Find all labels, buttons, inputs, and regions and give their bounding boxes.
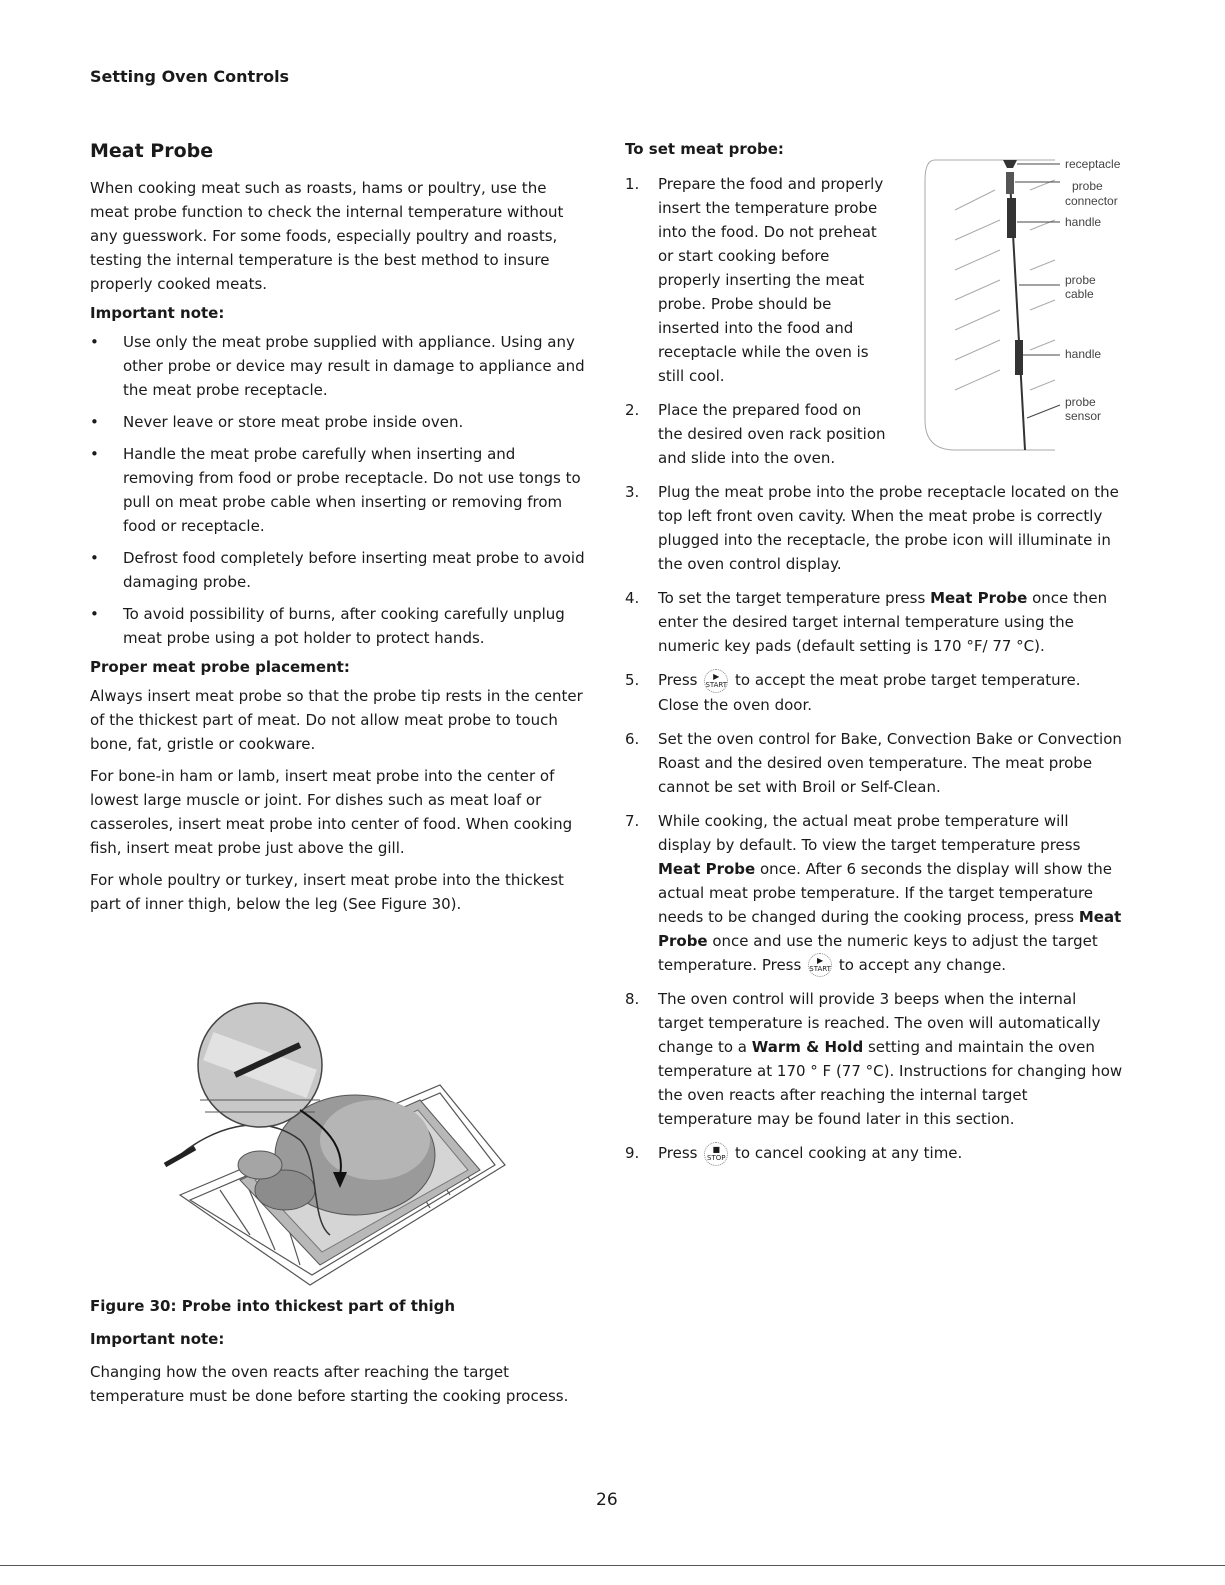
left-column <box>90 140 590 924</box>
intro-paragraph: When cooking meat such as roasts, hams or poultry, use the meat probe function to check the internal temperature without any guesswork. For some foods, especially poultry and roasts, testing the internal temperature is the best method to insure properly cooked meats. <box>90 179 564 293</box>
important-note-list <box>90 330 590 650</box>
important-note-title: Important note: <box>90 304 225 322</box>
label-probe-cable: probe <box>1065 273 1096 287</box>
list-item: 7. While cooking, the actual meat probe temperature will display by default. To view the target temperature press Meat Probe once. After 6 seconds the display will show the actual meat probe temperature. If the target temperature needs to be changed during the cooking process, press Meat Probe once and use the numeric keys to adjust the target temperature. Press ▶ START to accept any change. <box>625 809 1125 978</box>
list-item: • Defrost food completely before inserting meat probe to avoid damaging probe. <box>90 549 585 591</box>
label-probe-connector: connector <box>1065 194 1118 208</box>
probe-connector-icon <box>1006 172 1014 194</box>
list-item: • To avoid possibility of burns, after cooking carefully unplug meat probe using a pot holder to protect hands. <box>90 605 565 647</box>
stop-key-icon: ■ STOP <box>704 1142 728 1166</box>
important-note-title: Important note: <box>90 1330 225 1348</box>
magnified-inset-icon <box>198 1003 322 1127</box>
placement-title: Proper meat probe placement: <box>90 658 350 676</box>
list-item: • Handle the meat probe carefully when inserting and removing from food or probe receptacle. Do not use tongs to pull on meat probe cable when inserting or removing from food or receptacle. <box>90 445 581 535</box>
start-key-icon: ▶ START <box>704 669 728 693</box>
bottom-rule <box>0 1565 1225 1566</box>
handle-icon <box>1007 198 1016 238</box>
handle-icon <box>1015 340 1023 375</box>
list-item: 8. The oven control will provide 3 beeps when the internal target temperature is reached. The oven will automatically change to a Warm & Hold setting and maintain the oven temperature at 170 ° F (77 °C). Instructions for changing how the oven reacts after reaching the internal target temperature may be found later in this section. <box>625 990 1123 1128</box>
list-item: 6. Set the oven control for Bake, Convection Bake or Convection Roast and the desired oven temperature. The meat probe cannot be set with Broil or Self-Clean. <box>625 729 1122 796</box>
meat-probe-key-label: Meat Probe <box>658 907 1122 950</box>
label-probe-cable: cable <box>1065 287 1094 301</box>
label-probe-sensor: sensor <box>1065 409 1102 423</box>
warm-hold-label: Warm & Hold <box>751 1038 864 1056</box>
meat-probe-key-label: Meat Probe <box>930 589 1028 607</box>
meat-probe-key-label: Meat Probe <box>658 859 756 878</box>
steps-title: To set meat probe: <box>625 140 784 158</box>
section-title: Meat Probe <box>90 140 214 162</box>
list-item: • Never leave or store meat probe inside oven. <box>90 413 464 431</box>
page-number: 26 <box>596 1490 618 1510</box>
list-item: • Use only the meat probe supplied with appliance. Using any other probe or device may result in damage to appliance and the meat probe receptacle. <box>90 333 585 399</box>
probe-diagram <box>915 150 1125 460</box>
label-probe-sensor: probe <box>1065 395 1096 409</box>
start-key-icon: ▶ START <box>808 953 832 977</box>
oven-cavity-icon <box>925 160 1055 450</box>
label-probe-connector: probe <box>1072 179 1103 193</box>
list-item: 1. Prepare the food and properly insert the temperature probe into the food. Do not preheat or start cooking before properly inserting the meat probe. Probe should be inserted into the food and receptacle while the oven is still cool. <box>625 175 884 385</box>
placement-paragraph: For whole poultry or turkey, insert meat probe into the thickest part of inner thigh, below the leg (See Figure 30). <box>90 871 564 913</box>
list-item: 2. Place the prepared food on the desired oven rack position and slide into the oven. <box>625 401 886 467</box>
placement-paragraph: For bone-in ham or lamb, insert meat probe into the center of lowest large muscle or joint. For dishes such as meat loaf or casseroles, insert meat probe into center of food. When cooking fish, insert meat probe just above the gill. <box>90 767 573 857</box>
probe-connector-icon <box>165 1148 195 1165</box>
receptacle-icon <box>1003 160 1017 168</box>
list-item: 5. Press ▶ START to accept the meat probe target temperature. Close the oven door. <box>625 668 1125 717</box>
figure-caption: Figure 30: Probe into thickest part of thigh <box>90 1297 456 1315</box>
label-handle: handle <box>1065 347 1102 361</box>
placement-paragraph: Always insert meat probe so that the probe tip rests in the center of the thickest part of meat. Do not allow meat probe to touch bone, fat, gristle or cookware. <box>90 687 583 753</box>
list-item: 9. Press ■ STOP to cancel cooking at any time. <box>625 1141 1125 1166</box>
important-note-text: Changing how the oven reacts after reaching the target temperature must be done before starting the cooking process. <box>90 1363 569 1405</box>
figure-30-illustration <box>150 990 530 1290</box>
list-item: 3. Plug the meat probe into the probe receptacle located on the top left front oven cavity. When the meat probe is correctly plugged into the receptacle, the probe icon will illuminate in the oven control display. <box>625 483 1119 573</box>
label-handle: handle <box>1065 215 1102 229</box>
list-item: 4. To set the target temperature press Meat Probe once then enter the desired target internal temperature using the numeric key pads (default setting is 170 °F/ 77 °C). <box>625 589 1108 655</box>
section-header: Setting Oven Controls <box>90 67 290 86</box>
label-receptacle: receptacle <box>1065 157 1121 171</box>
